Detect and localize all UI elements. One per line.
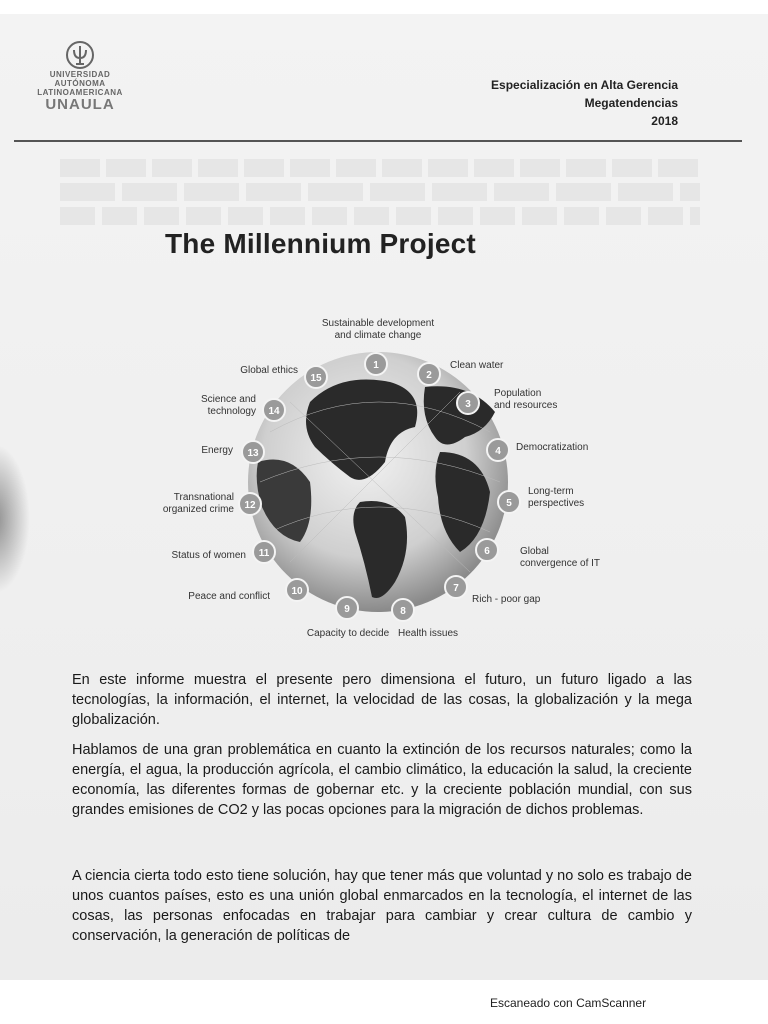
challenge-marker-6 bbox=[476, 539, 600, 569]
logo-brand: UNAULA bbox=[45, 96, 115, 113]
challenge-label: and climate change bbox=[334, 330, 422, 341]
challenge-number: 1 bbox=[373, 360, 379, 371]
challenge-label: Science and bbox=[200, 394, 256, 405]
university-seal-icon bbox=[65, 40, 95, 70]
challenge-label: organized crime bbox=[162, 504, 234, 515]
paragraph-1: En este informe muestra el presente pero dimensiona el futuro, un futuro ligado a las tecnologías, la información, el internet, la velocidad de las cosas, la globalización y la mega globalización. bbox=[72, 672, 692, 728]
challenge-marker-8 bbox=[392, 599, 458, 639]
challenge-marker-2 bbox=[418, 360, 504, 385]
challenge-label: Global bbox=[520, 546, 549, 557]
challenge-label: technology bbox=[207, 406, 256, 417]
year: 2018 bbox=[651, 114, 678, 128]
challenge-marker-12 bbox=[163, 492, 261, 515]
challenge-label: perspectives bbox=[528, 498, 585, 509]
module-name: Megatendencias bbox=[584, 96, 678, 110]
challenge-number: 13 bbox=[247, 448, 259, 459]
challenge-label: Transnational bbox=[173, 492, 234, 503]
challenge-label: Global ethics bbox=[240, 365, 298, 376]
challenge-marker-3 bbox=[457, 388, 557, 414]
scanned-page bbox=[0, 14, 768, 980]
challenge-label: Long-term bbox=[528, 486, 574, 497]
challenge-number: 10 bbox=[291, 586, 303, 597]
challenge-label: Energy bbox=[201, 445, 233, 456]
scan-shadow bbox=[0, 444, 30, 594]
logo-line-3: LATINOAMERICANA bbox=[37, 88, 123, 97]
challenge-label: Sustainable development bbox=[321, 318, 435, 329]
challenge-number: 12 bbox=[244, 500, 256, 511]
course-name: Especialización en Alta Gerencia bbox=[491, 78, 678, 92]
challenge-number: 7 bbox=[453, 583, 459, 594]
page-title: The Millennium Project bbox=[165, 228, 476, 259]
challenge-number: 14 bbox=[268, 406, 280, 417]
challenge-number: 3 bbox=[465, 399, 471, 410]
globe-icon bbox=[248, 352, 508, 612]
challenge-marker-7 bbox=[445, 576, 541, 605]
document-header bbox=[491, 76, 678, 130]
challenge-number: 9 bbox=[344, 604, 350, 615]
logo-line-1: UNIVERSIDAD bbox=[49, 70, 111, 79]
challenge-marker-4 bbox=[487, 439, 588, 461]
challenge-label: Rich - poor gap bbox=[472, 594, 541, 605]
challenge-label: Health issues bbox=[398, 628, 459, 639]
challenge-marker-15 bbox=[240, 365, 327, 388]
challenge-marker-11 bbox=[172, 541, 275, 563]
challenge-marker-14 bbox=[201, 394, 285, 421]
challenge-label: Capacity to decide bbox=[306, 628, 390, 639]
bleed-through-text bbox=[60, 159, 700, 225]
challenge-label: convergence of IT bbox=[520, 558, 601, 569]
challenge-marker-10 bbox=[188, 579, 308, 602]
paragraph-3: A ciencia cierta todo esto tiene solución, hay que tener más que voluntad y no solo es trabajo de unos cuantos países, esto es una unión global enmarcados en la tecnología, el internet de las cosas, las personas enfocadas en trabajar para cambiar y crear cultura de cambio y conservación, la generación de políticas de bbox=[72, 868, 692, 944]
challenge-number: 2 bbox=[426, 370, 432, 381]
challenge-number: 5 bbox=[506, 498, 512, 509]
millennium-challenges-diagram bbox=[150, 312, 640, 652]
challenge-label: Clean water bbox=[450, 360, 504, 371]
scanner-watermark: Escaneado con CamScanner bbox=[490, 996, 647, 1010]
challenge-number: 6 bbox=[484, 546, 490, 557]
challenge-number: 4 bbox=[495, 446, 501, 457]
challenge-label: Democratization bbox=[516, 442, 589, 453]
challenge-number: 11 bbox=[258, 548, 270, 559]
logo-line-2: AUTÓNOMA bbox=[54, 79, 106, 88]
challenge-marker-5 bbox=[498, 486, 584, 513]
challenge-number: 15 bbox=[310, 373, 322, 384]
challenge-label: and resources bbox=[494, 400, 558, 411]
challenge-number: 8 bbox=[400, 606, 406, 617]
challenge-label: Status of women bbox=[171, 550, 246, 561]
challenge-label: Peace and conflict bbox=[188, 591, 270, 602]
challenge-marker-13 bbox=[201, 441, 264, 463]
challenge-label: Population bbox=[494, 388, 542, 399]
university-logo bbox=[30, 40, 130, 113]
header-divider bbox=[14, 140, 742, 142]
paragraph-2: Hablamos de una gran problemática en cuanto la extinción de los recursos naturales; como la energía, el agua, la producción agrícola, el cambio climático, la educación la salud, la creciente economía, las diferentes formas de gobernar etc. y la creciente población mundial, con sus grandes emisiones de CO2 y las pocas opciones para la migración de dichos problemas. bbox=[72, 742, 692, 818]
